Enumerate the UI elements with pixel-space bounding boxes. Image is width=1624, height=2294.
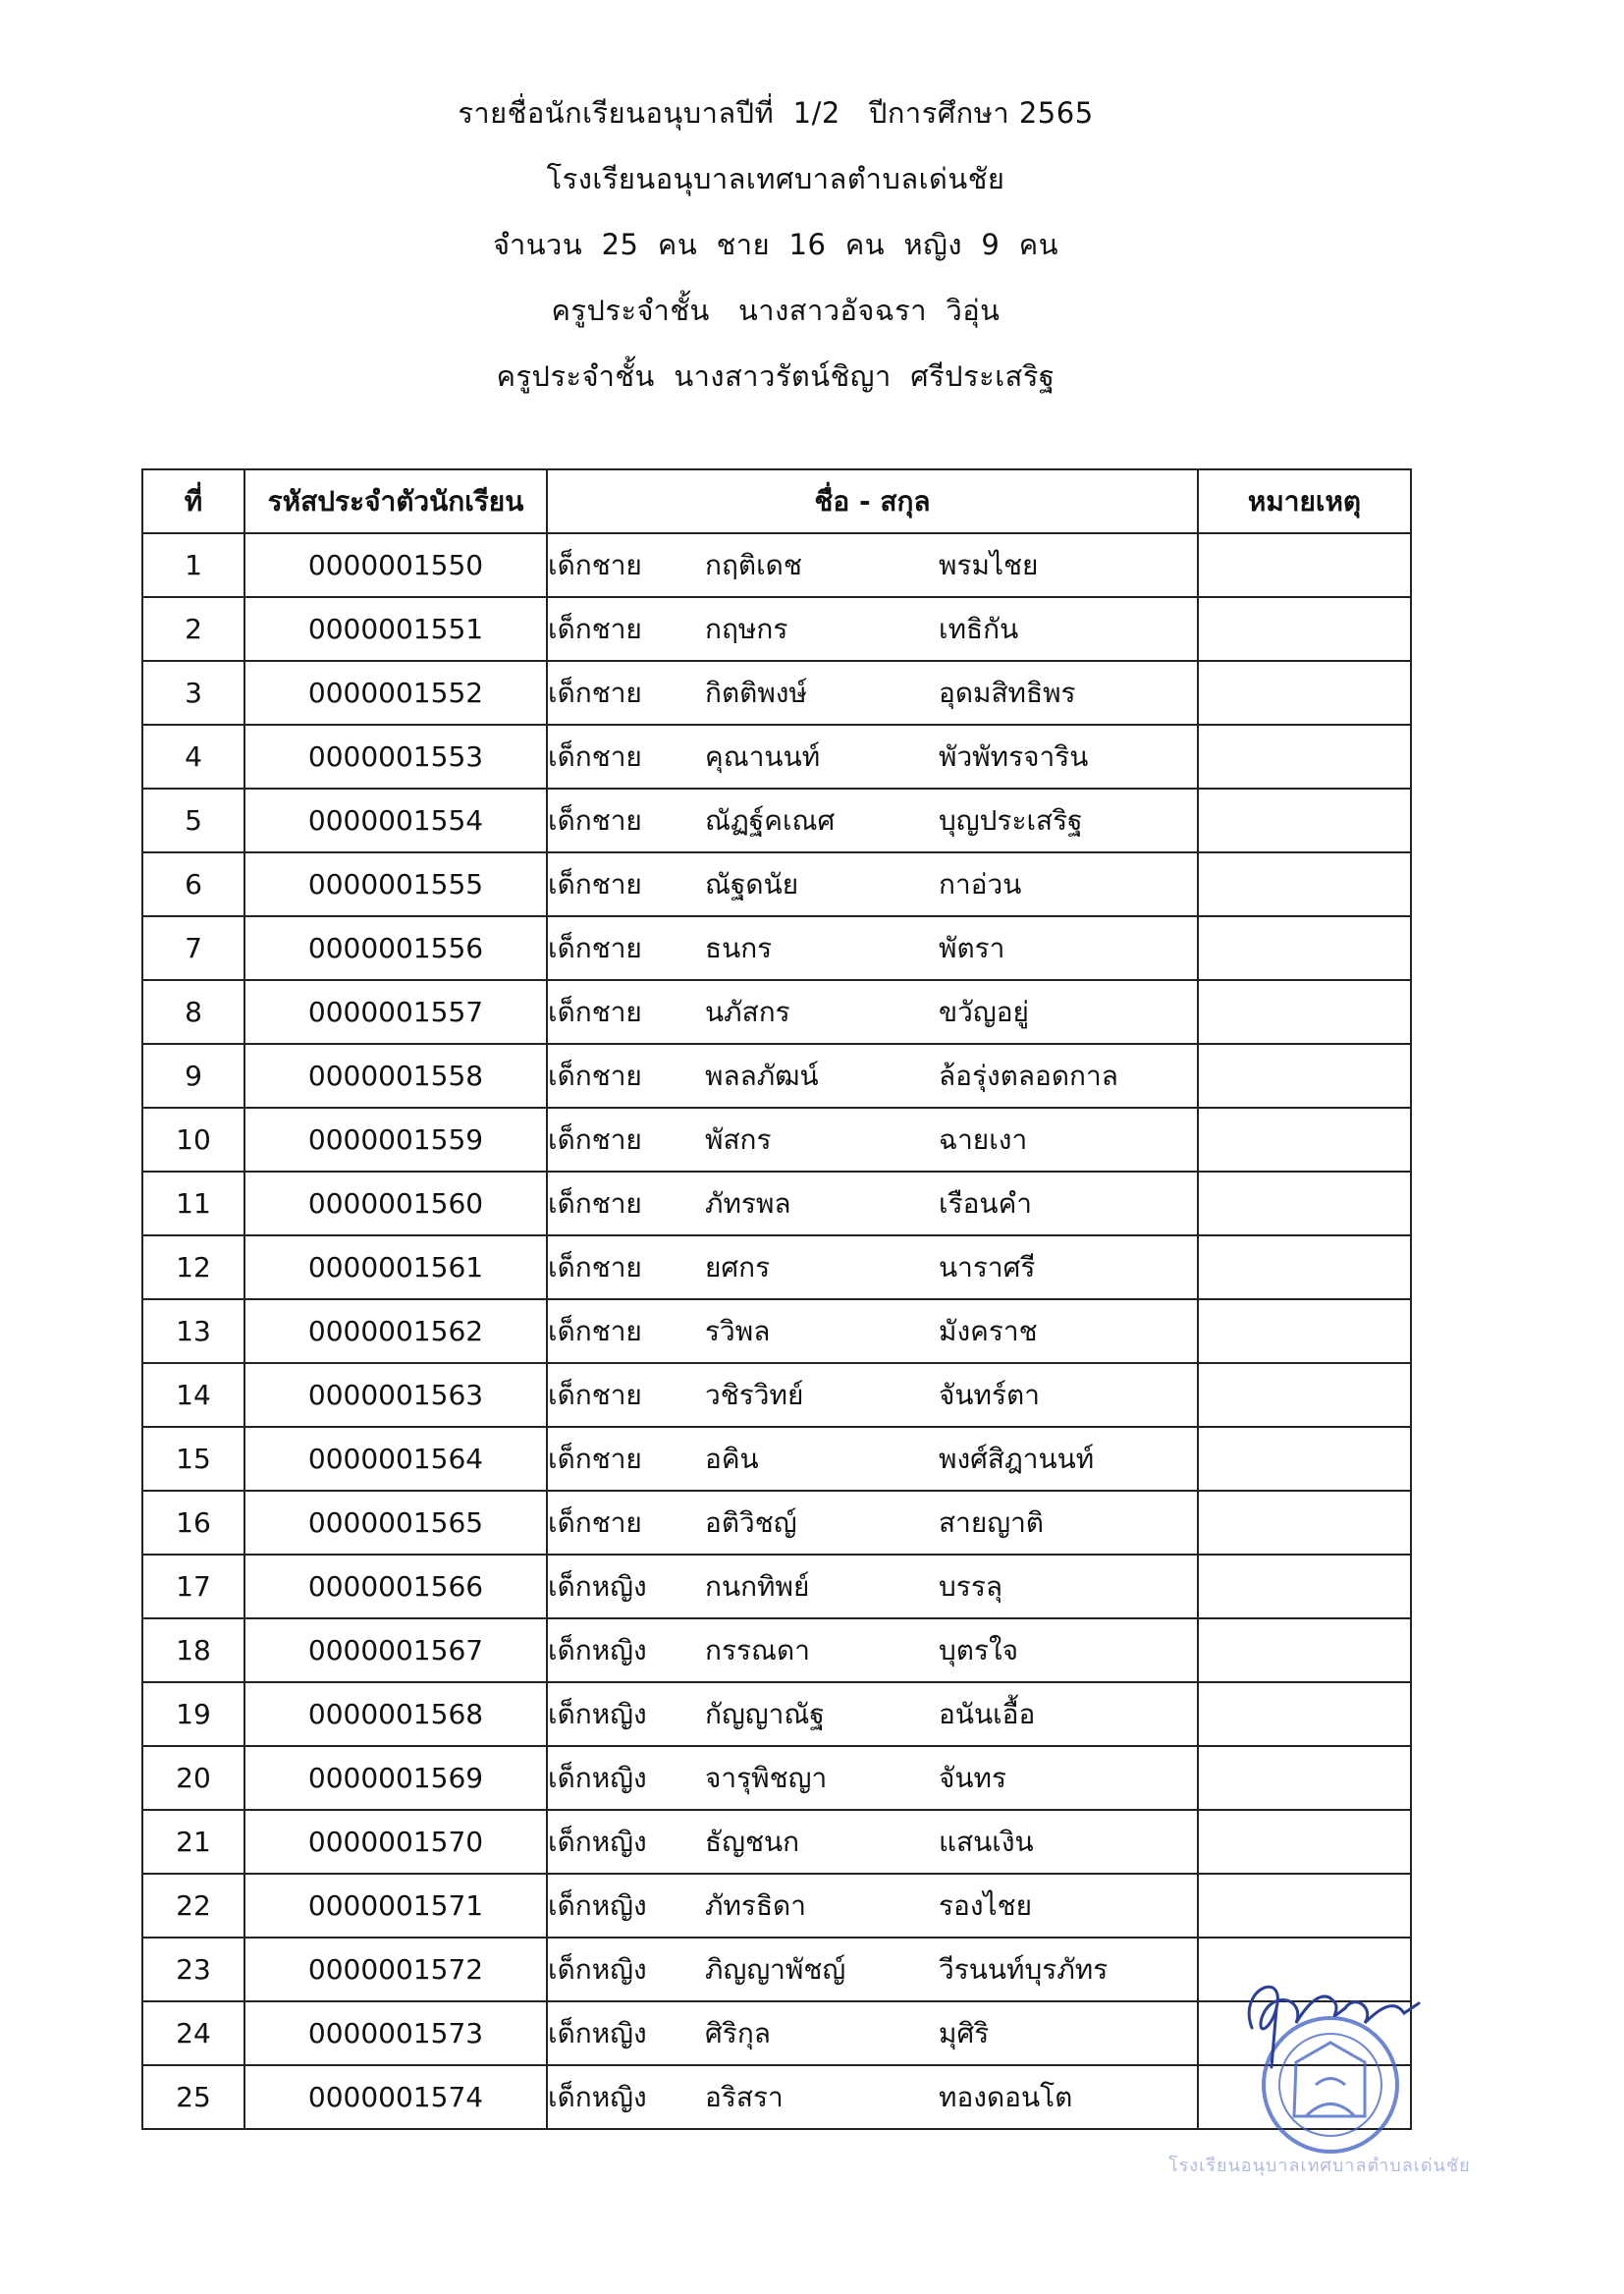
row-number: 17 — [142, 1555, 244, 1618]
row-number: 19 — [142, 1682, 244, 1746]
student-id: 0000001560 — [244, 1172, 547, 1235]
table-row — [142, 1810, 1411, 1874]
last-name: ทองดอนโต — [939, 2080, 1073, 2113]
table-row — [142, 1044, 1411, 1108]
student-id: 0000001562 — [244, 1299, 547, 1363]
student-full-name — [547, 1682, 1198, 1746]
student-full-name — [547, 1938, 1198, 2001]
remark-cell — [1198, 1363, 1411, 1427]
remark-cell — [1198, 1172, 1411, 1235]
name-prefix: เด็กชาย — [548, 1059, 642, 1092]
student-full-name — [547, 725, 1198, 789]
name-prefix: เด็กชาย — [548, 1378, 642, 1411]
student-full-name — [547, 2065, 1198, 2129]
signature-icon — [1249, 1987, 1419, 2067]
name-prefix: เด็กชาย — [548, 803, 642, 837]
table-row — [142, 1746, 1411, 1810]
table-row — [142, 1555, 1411, 1618]
student-id: 0000001561 — [244, 1235, 547, 1299]
name-prefix: เด็กหญิง — [548, 1633, 647, 1666]
table-row — [142, 1874, 1411, 1938]
student-full-name — [547, 533, 1198, 597]
first-name: กนกทิพย์ — [705, 1569, 810, 1603]
document-header — [0, 81, 1551, 410]
last-name: บุญประเสริฐ — [939, 803, 1083, 837]
row-number: 11 — [142, 1172, 244, 1235]
first-name: กิตติพงษ์ — [705, 676, 807, 709]
remark-cell — [1198, 852, 1411, 916]
name-prefix: เด็กชาย — [548, 739, 642, 773]
row-number: 4 — [142, 725, 244, 789]
table-body — [142, 533, 1411, 2129]
first-name: กัญญาณัฐ — [705, 1697, 825, 1730]
row-number: 22 — [142, 1874, 244, 1938]
student-id: 0000001559 — [244, 1108, 547, 1172]
student-id: 0000001563 — [244, 1363, 547, 1427]
remark-cell — [1198, 1044, 1411, 1108]
last-name: รองไชย — [939, 1888, 1033, 1922]
last-name: มุศิริ — [939, 2016, 990, 2049]
first-name: ยศกร — [705, 1250, 771, 1284]
student-roster-table — [141, 468, 1412, 2130]
first-name: อคิน — [705, 1442, 759, 1475]
table-row — [142, 1299, 1411, 1363]
table-row — [142, 1618, 1411, 1682]
row-number: 15 — [142, 1427, 244, 1491]
last-name: สายญาติ — [939, 1505, 1044, 1539]
first-name: วชิรวิทย์ — [705, 1378, 804, 1411]
last-name: มังคราช — [939, 1314, 1038, 1347]
row-number: 20 — [142, 1746, 244, 1810]
row-number: 16 — [142, 1491, 244, 1555]
header-student-id: รหัสประจำตัวนักเรียน — [244, 469, 547, 533]
student-full-name — [547, 1172, 1198, 1235]
name-prefix: เด็กชาย — [548, 1442, 642, 1475]
first-name: กรรณดา — [705, 1633, 810, 1666]
row-number: 21 — [142, 1810, 244, 1874]
last-name: ล้อรุ่งตลอดกาล — [939, 1059, 1118, 1092]
student-id: 0000001554 — [244, 789, 547, 852]
student-full-name — [547, 1235, 1198, 1299]
student-id: 0000001568 — [244, 1682, 547, 1746]
remark-cell — [1198, 597, 1411, 661]
remark-cell — [1198, 1108, 1411, 1172]
name-prefix: เด็กชาย — [548, 931, 642, 964]
first-name: กฤติเดช — [705, 548, 802, 581]
table-row — [142, 1682, 1411, 1746]
row-number: 14 — [142, 1363, 244, 1427]
student-id: 0000001551 — [244, 597, 547, 661]
last-name: ขวัญอยู่ — [939, 995, 1029, 1028]
student-id: 0000001553 — [244, 725, 547, 789]
first-name: ณัฏฐ์คเณศ — [705, 803, 836, 837]
first-name: กฤษกร — [705, 612, 788, 645]
first-name: รวิพล — [705, 1314, 771, 1347]
name-prefix: เด็กชาย — [548, 995, 642, 1028]
first-name: ณัฐดนัย — [705, 867, 799, 901]
row-number: 8 — [142, 980, 244, 1044]
last-name: พัตรา — [939, 931, 1005, 964]
student-id: 0000001556 — [244, 916, 547, 980]
row-number: 1 — [142, 533, 244, 597]
student-full-name — [547, 1618, 1198, 1682]
remark-cell — [1198, 1235, 1411, 1299]
name-prefix: เด็กหญิง — [548, 1761, 647, 1794]
remark-cell — [1198, 1810, 1411, 1874]
student-full-name — [547, 980, 1198, 1044]
row-number: 12 — [142, 1235, 244, 1299]
table-header-row — [142, 469, 1411, 533]
last-name: พงศ์สิฎานนท์ — [939, 1442, 1095, 1475]
row-number: 7 — [142, 916, 244, 980]
student-id: 0000001564 — [244, 1427, 547, 1491]
student-full-name — [547, 1044, 1198, 1108]
header-no: ที่ — [142, 469, 244, 533]
row-number: 23 — [142, 1938, 244, 2001]
remark-cell — [1198, 1746, 1411, 1810]
student-full-name — [547, 1874, 1198, 1938]
student-id: 0000001555 — [244, 852, 547, 916]
table-row — [142, 725, 1411, 789]
first-name: ภัทรพล — [705, 1186, 791, 1220]
name-prefix: เด็กหญิง — [548, 1697, 647, 1730]
row-number: 18 — [142, 1618, 244, 1682]
row-number: 9 — [142, 1044, 244, 1108]
name-prefix: เด็กชาย — [548, 1122, 642, 1156]
name-prefix: เด็กชาย — [548, 612, 642, 645]
table-row — [142, 789, 1411, 852]
student-full-name — [547, 789, 1198, 852]
last-name: เรือนคำ — [939, 1186, 1033, 1220]
name-prefix: เด็กหญิง — [548, 1888, 647, 1922]
remark-cell — [1198, 1618, 1411, 1682]
remark-cell — [1198, 1555, 1411, 1618]
remark-cell — [1198, 1491, 1411, 1555]
student-full-name — [547, 1746, 1198, 1810]
table-row — [142, 1235, 1411, 1299]
name-prefix: เด็กชาย — [548, 1186, 642, 1220]
student-full-name — [547, 1491, 1198, 1555]
school-seal-icon — [1264, 2018, 1397, 2152]
last-name: บุตรใจ — [939, 1633, 1019, 1666]
first-name: พลลภัฒน์ — [705, 1059, 819, 1092]
student-id: 0000001565 — [244, 1491, 547, 1555]
student-full-name — [547, 661, 1198, 725]
homeroom-teacher-2: ครูประจำชั้น นางสาวรัตน์ชิญา ศรีประเสริฐ — [496, 359, 1056, 393]
last-name: พรมไชย — [939, 548, 1039, 581]
name-prefix: เด็กหญิง — [548, 1825, 647, 1858]
last-name: นาราศรี — [939, 1250, 1036, 1284]
student-id: 0000001571 — [244, 1874, 547, 1938]
row-number: 5 — [142, 789, 244, 852]
last-name: อุดมสิทธิพร — [939, 676, 1076, 709]
remark-cell — [1198, 1427, 1411, 1491]
last-name: อนันเอื้อ — [939, 1697, 1036, 1730]
row-number: 24 — [142, 2001, 244, 2065]
remark-cell — [1198, 725, 1411, 789]
last-name: วีรนนท์บุรภัทร — [939, 1952, 1109, 1986]
student-full-name — [547, 1299, 1198, 1363]
table-row — [142, 597, 1411, 661]
table-row — [142, 1108, 1411, 1172]
student-full-name — [547, 916, 1198, 980]
first-name: จารุพิชญา — [705, 1761, 828, 1794]
student-id: 0000001550 — [244, 533, 547, 597]
table-row — [142, 1172, 1411, 1235]
student-full-name — [547, 852, 1198, 916]
seal-caption: โรงเรียนอนุบาลเทศบาลตำบลเด่นชัย — [1168, 2156, 1471, 2176]
student-full-name — [547, 2001, 1198, 2065]
name-prefix: เด็กหญิง — [548, 1952, 647, 1986]
student-count: จำนวน 25 คน ชาย 16 คน หญิง 9 คน — [492, 228, 1059, 261]
homeroom-teacher-1: ครูประจำชั้น นางสาวอัจฉรา วิอุ่น — [551, 294, 1001, 327]
first-name: ธัญชนก — [705, 1825, 800, 1858]
first-name: ภิญญาพัชญ์ — [705, 1952, 846, 1986]
student-full-name — [547, 1810, 1198, 1874]
last-name: กาอ่วน — [939, 867, 1022, 901]
table-row — [142, 916, 1411, 980]
first-name: อริสรา — [705, 2080, 784, 2113]
student-id: 0000001570 — [244, 1810, 547, 1874]
table-row — [142, 980, 1411, 1044]
remark-cell — [1198, 1299, 1411, 1363]
table-row — [142, 533, 1411, 597]
last-name: พัวพัทรจาริน — [939, 739, 1089, 773]
student-full-name — [547, 597, 1198, 661]
title-line: รายชื่อนักเรียนอนุบาลปีที่ 1/2 ปีการศึกษา 2565 — [458, 96, 1094, 130]
table-row — [142, 1363, 1411, 1427]
student-id: 0000001567 — [244, 1618, 547, 1682]
student-full-name — [547, 1555, 1198, 1618]
remark-cell — [1198, 661, 1411, 725]
student-full-name — [547, 1363, 1198, 1427]
name-prefix: เด็กหญิง — [548, 2016, 647, 2049]
school-seal-and-signature — [1218, 1969, 1453, 2156]
table-row — [142, 1427, 1411, 1491]
student-id: 0000001574 — [244, 2065, 547, 2129]
first-name: นภัสกร — [705, 995, 790, 1028]
first-name: อติวิชญ์ — [705, 1505, 797, 1539]
last-name: บรรลุ — [939, 1569, 1003, 1603]
name-prefix: เด็กชาย — [548, 1505, 642, 1539]
first-name: คุณานนท์ — [705, 739, 821, 773]
student-id: 0000001572 — [244, 1938, 547, 2001]
row-number: 2 — [142, 597, 244, 661]
first-name: ศิริกุล — [705, 2016, 771, 2049]
first-name: ภัทรธิดา — [705, 1888, 806, 1922]
header-remark: หมายเหตุ — [1198, 469, 1411, 533]
last-name: แสนเงิน — [939, 1825, 1034, 1858]
remark-cell — [1198, 1682, 1411, 1746]
student-id: 0000001552 — [244, 661, 547, 725]
name-prefix: เด็กหญิง — [548, 1569, 647, 1603]
table-row — [142, 852, 1411, 916]
name-prefix: เด็กหญิง — [548, 2080, 647, 2113]
remark-cell — [1198, 789, 1411, 852]
table-row — [142, 661, 1411, 725]
student-id: 0000001569 — [244, 1746, 547, 1810]
row-number: 13 — [142, 1299, 244, 1363]
school-name: โรงเรียนอนุบาลเทศบาลตำบลเด่นชัย — [546, 162, 1005, 195]
student-id: 0000001573 — [244, 2001, 547, 2065]
student-id: 0000001557 — [244, 980, 547, 1044]
name-prefix: เด็กชาย — [548, 676, 642, 709]
remark-cell — [1198, 1874, 1411, 1938]
last-name: ฉายเงา — [939, 1122, 1028, 1156]
name-prefix: เด็กชาย — [548, 1250, 642, 1284]
row-number: 3 — [142, 661, 244, 725]
remark-cell — [1198, 980, 1411, 1044]
last-name: จันทร์ตา — [939, 1378, 1040, 1411]
student-id: 0000001558 — [244, 1044, 547, 1108]
name-prefix: เด็กชาย — [548, 867, 642, 901]
remark-cell — [1198, 533, 1411, 597]
first-name: ธนกร — [705, 931, 773, 964]
last-name: จันทร — [939, 1761, 1007, 1794]
first-name: พัสกร — [705, 1122, 772, 1156]
student-id: 0000001566 — [244, 1555, 547, 1618]
row-number: 25 — [142, 2065, 244, 2129]
name-prefix: เด็กชาย — [548, 548, 642, 581]
student-full-name — [547, 1427, 1198, 1491]
student-full-name — [547, 1108, 1198, 1172]
name-prefix: เด็กชาย — [548, 1314, 642, 1347]
table-row — [142, 1491, 1411, 1555]
remark-cell — [1198, 916, 1411, 980]
row-number: 10 — [142, 1108, 244, 1172]
header-name: ชื่อ - สกุล — [547, 469, 1198, 533]
row-number: 6 — [142, 852, 244, 916]
last-name: เทธิกัน — [939, 612, 1019, 645]
